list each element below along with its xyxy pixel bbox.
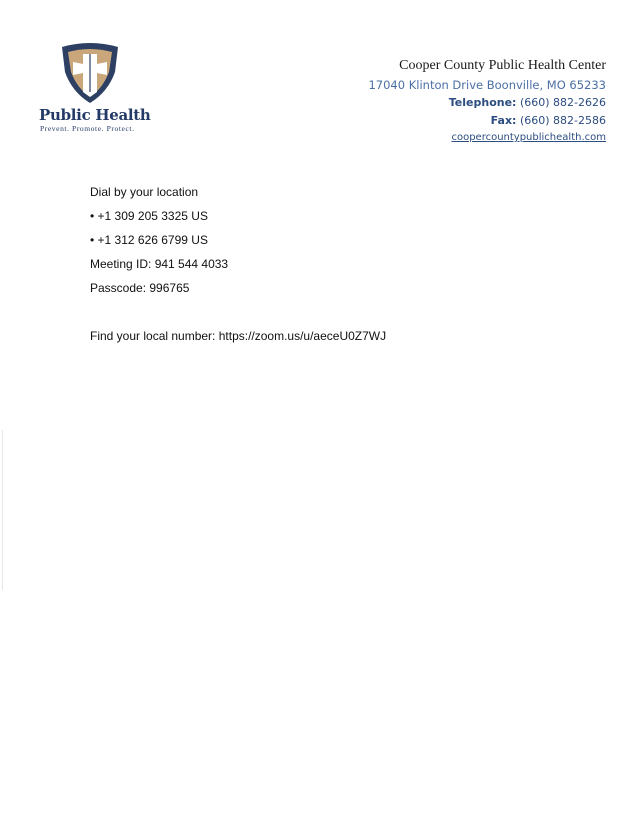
fax-label: Fax: — [490, 114, 517, 127]
shield-cross-icon — [56, 42, 124, 106]
passcode: Passcode: 996765 — [90, 281, 190, 295]
meeting-id: Meeting ID: 941 544 4033 — [90, 257, 229, 271]
public-health-logo — [38, 40, 151, 136]
phone-number-2: • +1 312 626 6799 US — [90, 233, 208, 247]
telephone-number: (660) 882-2626 — [519, 96, 606, 109]
phone-number-1: • +1 309 205 3325 US — [90, 209, 208, 223]
telephone-line — [368, 94, 606, 112]
logo-tagline: Prevent. Promote. Protect. — [40, 124, 135, 133]
paragraph-gap — [90, 304, 386, 328]
fax-number: (660) 882-2586 — [519, 114, 606, 127]
meeting-info — [90, 184, 386, 352]
fax-line — [368, 112, 606, 130]
dial-heading: Dial by your location — [90, 185, 199, 199]
logo-name: Public Health — [39, 106, 151, 124]
website-link[interactable]: coopercountypublichealth.com — [451, 132, 606, 143]
letterhead-contact — [368, 56, 606, 146]
local-number-link[interactable]: Find your local number: https://zoom.us/u/aeceU0Z7WJ — [90, 329, 387, 343]
organization-address: 17040 Klinton Drive Boonville, MO 65233 — [368, 78, 606, 92]
organization-name: Cooper County Public Health Center — [399, 58, 606, 73]
scan-edge-mark — [2, 430, 3, 590]
telephone-label: Telephone: — [448, 96, 517, 109]
